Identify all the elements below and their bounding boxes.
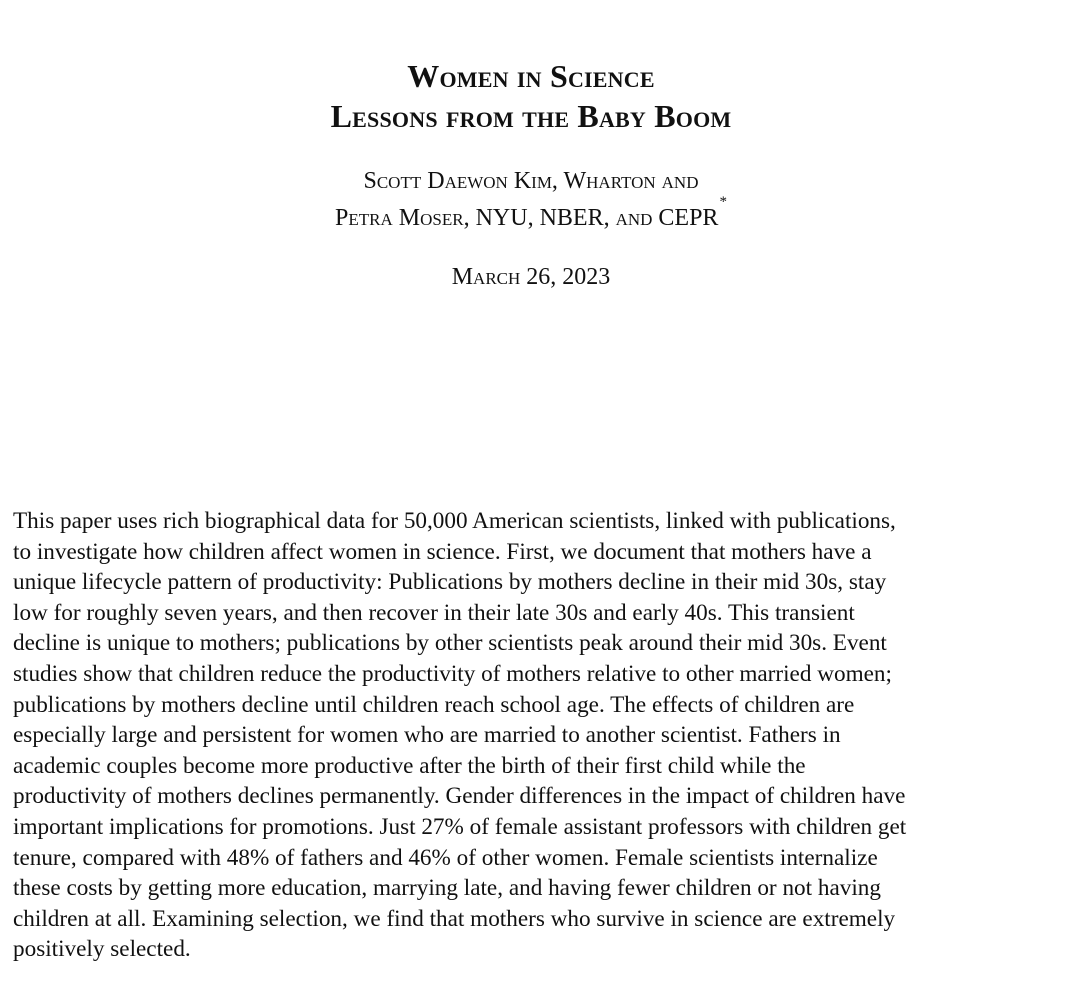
abstract-line: This paper uses rich biographical data for 50,000 American scientists, linked with publications, bbox=[13, 508, 896, 534]
paper-title bbox=[0, 56, 1062, 136]
abstract-line: children at all. Examining selection, we find that mothers who survive in science are extremely bbox=[13, 905, 896, 932]
abstract-line: decline is unique to mothers; publications by other scientists peak around their mid 30s. Event bbox=[13, 630, 887, 657]
author-line-2-text: Petra Moser, NYU, NBER, and CEPR bbox=[335, 205, 719, 231]
title-line-2: Lessons from the Baby Boom bbox=[330, 98, 732, 134]
abstract-line: positively selected. bbox=[13, 936, 191, 963]
author-block bbox=[0, 166, 1062, 234]
abstract-line: low for roughly seven years, and then recover in their late 30s and early 40s. This transient bbox=[13, 599, 855, 626]
title-line-1: Women in Science bbox=[407, 58, 655, 94]
abstract-line: publications by mothers decline until children reach school age. The effects of children are bbox=[13, 691, 855, 718]
abstract-line: unique lifecycle pattern of productivity: Publications by mothers decline in their mid 30s, stay bbox=[13, 569, 887, 596]
footnote-marker[interactable]: * bbox=[719, 194, 727, 210]
author-line-2 bbox=[0, 194, 1062, 234]
abstract-line: especially large and persistent for women who are married to another scientist. Fathers in bbox=[13, 722, 841, 749]
abstract bbox=[13, 506, 1053, 965]
abstract-line: academic couples become more productive after the birth of their first child while the bbox=[13, 752, 806, 779]
abstract-line: these costs by getting more education, marrying late, and having fewer children or not having bbox=[13, 875, 881, 902]
abstract-line: productivity of mothers declines permanently. Gender differences in the impact of children have bbox=[13, 783, 906, 810]
abstract-line: tenure, compared with 48% of fathers and 46% of other women. Female scientists internalize bbox=[13, 844, 878, 871]
paper-date: March 26, 2023 bbox=[451, 264, 611, 290]
abstract-line: to investigate how children affect women in science. First, we document that mothers have a bbox=[13, 538, 872, 565]
author-line-1: Scott Daewon Kim, Wharton and bbox=[363, 168, 699, 194]
abstract-line: studies show that children reduce the productivity of mothers relative to other married women; bbox=[13, 660, 892, 687]
abstract-line: important implications for promotions. Just 27% of female assistant professors with children get bbox=[13, 813, 907, 840]
